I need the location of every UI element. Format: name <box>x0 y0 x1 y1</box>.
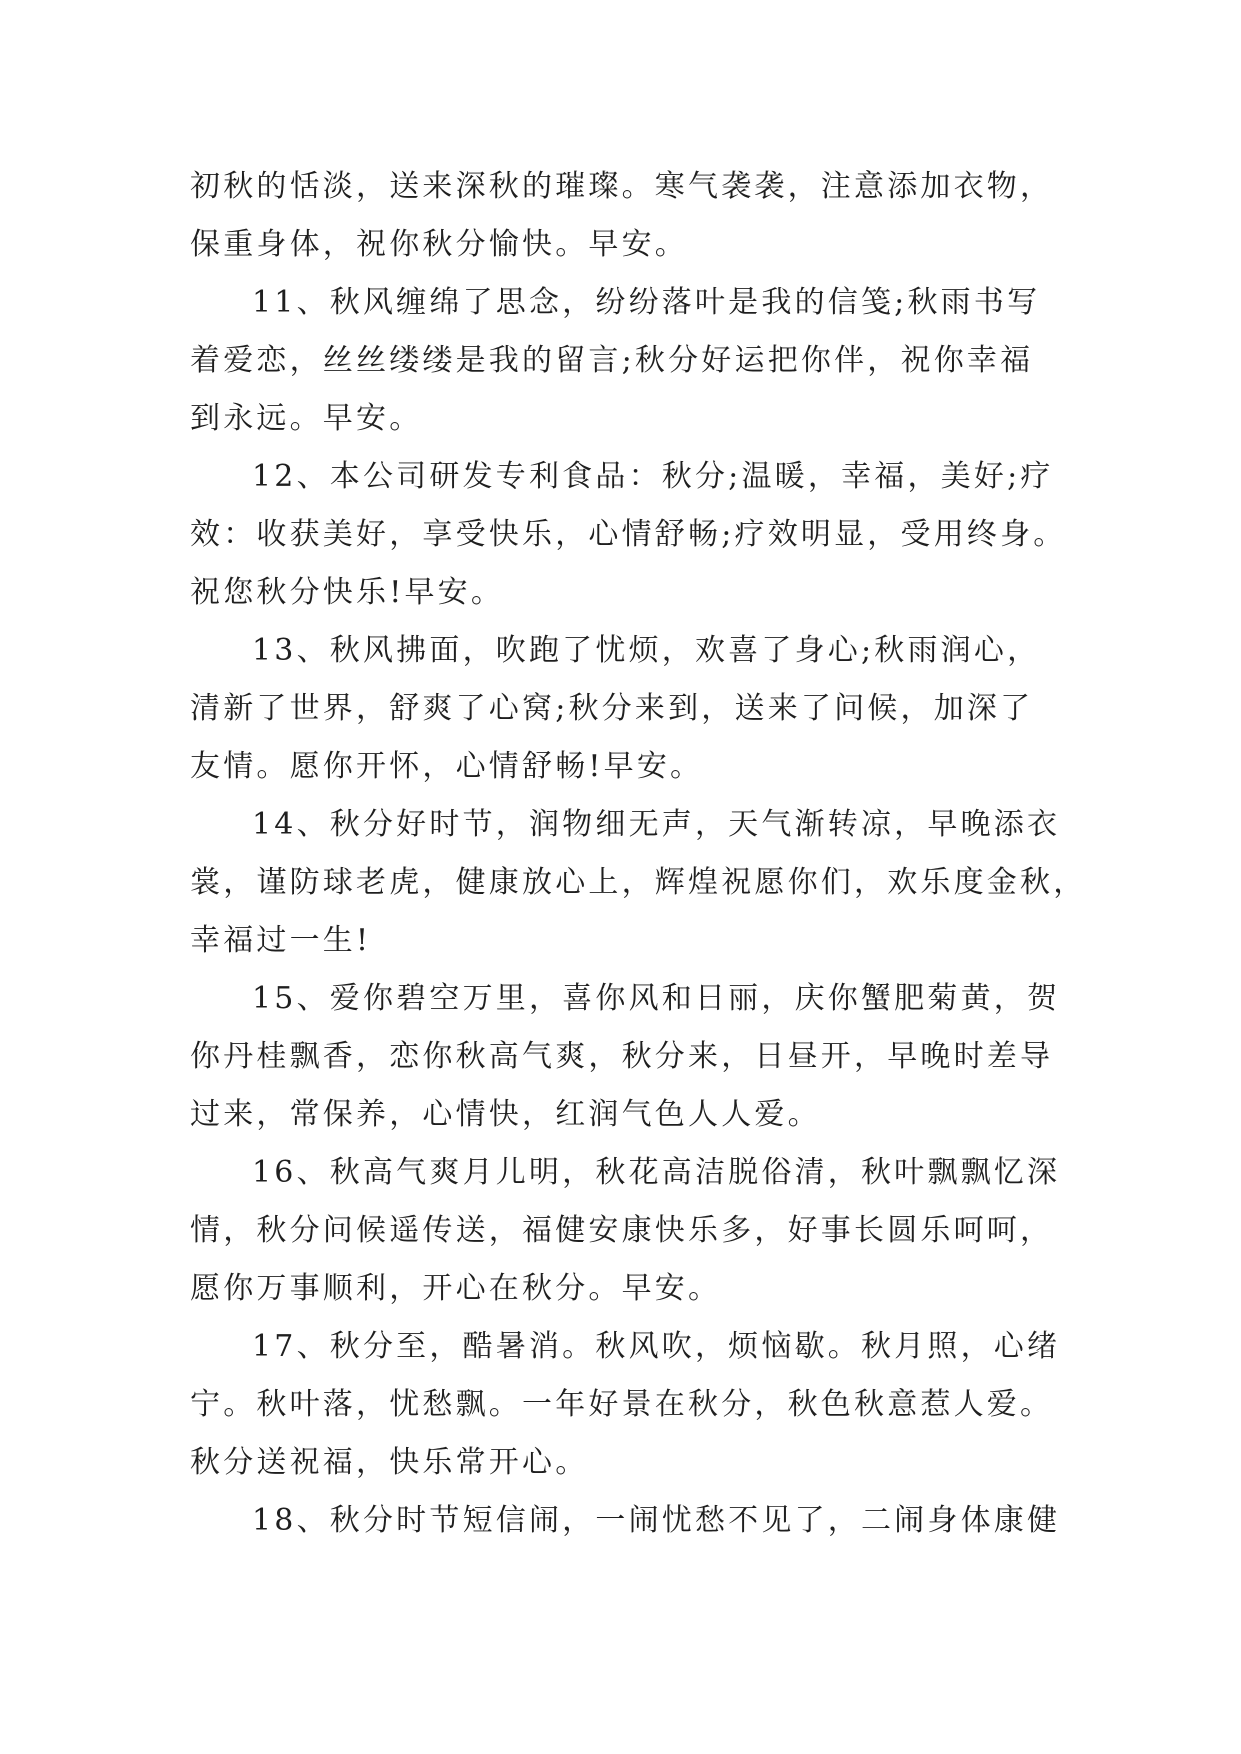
paragraph-11 <box>190 274 1060 448</box>
text-line: 13、秋风拂面，吹跑了忧烦，欢喜了身心;秋雨润心， <box>252 633 1041 668</box>
paragraph-14 <box>190 796 1087 970</box>
paragraph-15 <box>190 970 1060 1144</box>
text-line: 过来，常保养，心情快，红润气色人人爱。 <box>190 1097 821 1132</box>
paragraph-13 <box>190 622 1060 796</box>
document-body <box>190 158 1087 1550</box>
text-line: 16、秋高气爽月儿明，秋花高洁脱俗清，秋叶飘飘忆深 <box>252 1155 1061 1190</box>
text-line: 效：收获美好，享受快乐，心情舒畅;疗效明显，受用终身。 <box>190 517 1067 552</box>
text-line: 情，秋分问候遥传送，福健安康快乐多，好事长圆乐呵呵， <box>190 1213 1054 1248</box>
text-line: 愿你万事顺利，开心在秋分。早安。 <box>190 1271 722 1306</box>
text-line: 裳，谨防球老虎，健康放心上，辉煌祝愿你们，欢乐度金秋， <box>190 865 1087 900</box>
text-line: 初秋的恬淡，送来深秋的璀璨。寒气袭袭，注意添加衣物， <box>190 169 1054 204</box>
paragraph-12 <box>190 448 1067 622</box>
text-line: 15、爱你碧空万里，喜你风和日丽，庆你蟹肥菊黄，贺 <box>252 981 1061 1016</box>
text-line: 你丹桂飘香，恋你秋高气爽，秋分来，日昼开，早晚时差导 <box>190 1039 1054 1074</box>
text-line: 14、秋分好时节，润物细无声，天气渐转凉，早晚添衣 <box>252 807 1061 842</box>
text-line: 保重身体，祝你秋分愉快。早安。 <box>190 227 688 262</box>
text-line: 祝您秋分快乐!早安。 <box>190 575 505 610</box>
text-line: 清新了世界，舒爽了心窝;秋分来到，送来了问候，加深了 <box>190 691 1034 726</box>
text-line: 秋分送祝福，快乐常开心。 <box>190 1445 589 1480</box>
text-line: 18、秋分时节短信闹，一闹忧愁不见了，二闹身体康健 <box>252 1503 1061 1538</box>
text-line: 到永远。早安。 <box>190 401 423 436</box>
text-line: 17、秋分至，酷暑消。秋风吹，烦恼歇。秋月照，心绪 <box>252 1329 1061 1364</box>
paragraph-16 <box>190 1144 1060 1318</box>
paragraph <box>190 158 1060 274</box>
text-line: 宁。秋叶落，忧愁飘。一年好景在秋分，秋色秋意惹人爱。 <box>190 1387 1054 1422</box>
paragraph-18 <box>190 1492 1060 1550</box>
text-line: 幸福过一生! <box>190 923 372 958</box>
paragraph-17 <box>190 1318 1060 1492</box>
text-line: 友情。愿你开怀，心情舒畅!早安。 <box>190 749 704 784</box>
text-line: 12、本公司研发专利食品：秋分;温暖，幸福，美好;疗 <box>252 459 1054 494</box>
text-line: 11、秋风缠绵了思念，纷纷落叶是我的信笺;秋雨书写 <box>252 285 1041 320</box>
text-line: 着爱恋，丝丝缕缕是我的留言;秋分好运把你伴，祝你幸福 <box>190 343 1034 378</box>
